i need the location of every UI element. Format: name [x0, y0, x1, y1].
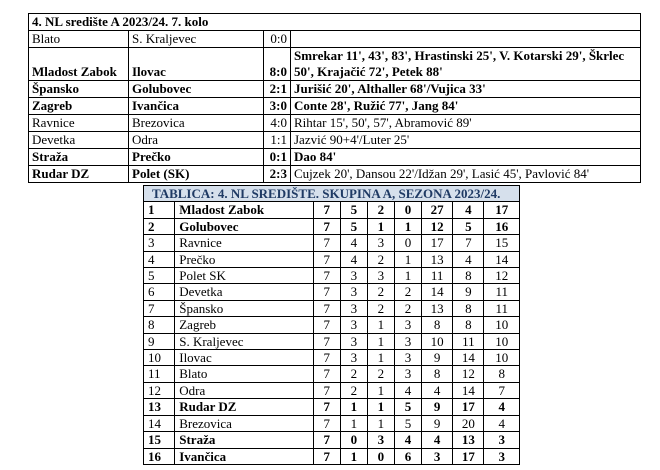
standings-row: [144, 448, 520, 464]
match-row: [29, 115, 641, 132]
standings-row: [144, 268, 520, 284]
played: 7: [313, 300, 340, 316]
wins: 1: [340, 399, 367, 415]
results-title-row: [29, 14, 641, 31]
wins: 3: [340, 300, 367, 316]
goals-against: 5: [453, 218, 484, 234]
losses: 2: [394, 284, 421, 300]
position: 2: [144, 218, 175, 234]
position: 9: [144, 333, 175, 349]
goals-against: 4: [453, 202, 484, 218]
wins: 4: [340, 251, 367, 267]
away-team: Ilovac: [129, 48, 264, 81]
goals-against: 7: [453, 235, 484, 251]
played: 7: [313, 284, 340, 300]
match-score: 3:0: [264, 98, 291, 115]
match-score: 0:0: [264, 31, 291, 48]
team-name: Straža: [175, 432, 314, 448]
wins: 1: [340, 415, 367, 431]
team-name: Brezovica: [175, 415, 314, 431]
home-team: Devetka: [29, 132, 129, 149]
standings-row: [144, 432, 520, 448]
standings-row: [144, 399, 520, 415]
away-team: Odra: [129, 132, 264, 149]
played: 7: [313, 268, 340, 284]
points: 4: [484, 415, 520, 431]
match-scorers: Jazvić 90+4'/Luter 25': [291, 132, 641, 149]
goals-against: 13: [453, 432, 484, 448]
goals-against: 20: [453, 415, 484, 431]
points: 11: [484, 300, 520, 316]
wins: 4: [340, 235, 367, 251]
position: 5: [144, 268, 175, 284]
team-name: S. Kraljevec: [175, 333, 314, 349]
position: 6: [144, 284, 175, 300]
played: 7: [313, 333, 340, 349]
goals-against: 9: [453, 284, 484, 300]
standings-row: [144, 202, 520, 218]
goals-against: 17: [453, 448, 484, 464]
points: 11: [484, 284, 520, 300]
position: 12: [144, 382, 175, 398]
away-team: Prečko: [129, 149, 264, 166]
points: 16: [484, 218, 520, 234]
points: 12: [484, 268, 520, 284]
wins: 3: [340, 350, 367, 366]
goals-against: 14: [453, 350, 484, 366]
away-team: Brezovica: [129, 115, 264, 132]
goals-for: 12: [421, 218, 452, 234]
match-scorers: Smrekar 11', 43', 83', Hrastinski 25', V. Kotarski 29', Škrlec 50', Krajačić 72', Petek 88': [291, 48, 641, 81]
draws: 3: [367, 432, 394, 448]
points: 15: [484, 235, 520, 251]
draws: 1: [367, 218, 394, 234]
results-title: 4. NL središte A 2023/24. 7. kolo: [29, 14, 641, 31]
goals-for: 13: [421, 251, 452, 267]
losses: 6: [394, 448, 421, 464]
played: 7: [313, 382, 340, 398]
position: 14: [144, 415, 175, 431]
played: 7: [313, 251, 340, 267]
home-team: Blato: [29, 31, 129, 48]
wins: 5: [340, 218, 367, 234]
match-row: [29, 132, 641, 149]
goals-against: 8: [453, 300, 484, 316]
wins: 3: [340, 284, 367, 300]
goals-for: 4: [421, 432, 452, 448]
match-scorers: Jurišić 20', Althaller 68'/Vujica 33': [291, 81, 641, 98]
match-scorers: Rihtar 15', 50', 57', Abramović 89': [291, 115, 641, 132]
played: 7: [313, 399, 340, 415]
match-score: 4:0: [264, 115, 291, 132]
played: 7: [313, 202, 340, 218]
standings-row: [144, 284, 520, 300]
draws: 2: [367, 366, 394, 382]
wins: 3: [340, 268, 367, 284]
team-name: Polet SK: [175, 268, 314, 284]
team-name: Rudar DZ: [175, 399, 314, 415]
team-name: Ilovac: [175, 350, 314, 366]
match-scorers: Dao 84': [291, 149, 641, 166]
goals-for: 13: [421, 300, 452, 316]
standings-row: [144, 235, 520, 251]
team-name: Ravnice: [175, 235, 314, 251]
goals-against: 4: [453, 251, 484, 267]
standings-row: [144, 251, 520, 267]
match-scorers: [291, 31, 641, 48]
draws: 2: [367, 202, 394, 218]
position: 13: [144, 399, 175, 415]
wins: 1: [340, 448, 367, 464]
match-score: 1:1: [264, 132, 291, 149]
losses: 1: [394, 268, 421, 284]
played: 7: [313, 366, 340, 382]
draws: 1: [367, 317, 394, 333]
losses: 3: [394, 333, 421, 349]
draws: 3: [367, 268, 394, 284]
points: 14: [484, 251, 520, 267]
goals-for: 27: [421, 202, 452, 218]
standings-title: TABLICA: 4. NL SREDIŠTE. SKUPINA A, SEZONA 2023/24.: [144, 186, 520, 202]
goals-for: 10: [421, 333, 452, 349]
match-scorers: Conte 28', Ružić 77', Jang 84': [291, 98, 641, 115]
goals-for: 9: [421, 350, 452, 366]
draws: 0: [367, 448, 394, 464]
wins: 2: [340, 382, 367, 398]
results-table: [28, 13, 641, 183]
standings-row: [144, 415, 520, 431]
wins: 3: [340, 333, 367, 349]
losses: 0: [394, 202, 421, 218]
goals-against: 17: [453, 399, 484, 415]
points: 10: [484, 317, 520, 333]
losses: 1: [394, 218, 421, 234]
played: 7: [313, 448, 340, 464]
team-name: Špansko: [175, 300, 314, 316]
losses: 1: [394, 251, 421, 267]
home-team: Ravnice: [29, 115, 129, 132]
position: 8: [144, 317, 175, 333]
losses: 4: [394, 382, 421, 398]
goals-for: 9: [421, 399, 452, 415]
team-name: Zagreb: [175, 317, 314, 333]
played: 7: [313, 350, 340, 366]
team-name: Blato: [175, 366, 314, 382]
team-name: Mladost Zabok: [175, 202, 314, 218]
draws: 1: [367, 333, 394, 349]
points: 8: [484, 366, 520, 382]
draws: 2: [367, 251, 394, 267]
draws: 3: [367, 235, 394, 251]
away-team: Golubovec: [129, 81, 264, 98]
goals-for: 17: [421, 235, 452, 251]
goals-against: 8: [453, 317, 484, 333]
losses: 2: [394, 300, 421, 316]
wins: 3: [340, 317, 367, 333]
points: 3: [484, 448, 520, 464]
match-row: [29, 48, 641, 81]
match-row: [29, 98, 641, 115]
losses: 3: [394, 366, 421, 382]
standings-row: [144, 333, 520, 349]
standings-table: [143, 185, 520, 465]
away-team: Ivančica: [129, 98, 264, 115]
goals-against: 11: [453, 333, 484, 349]
draws: 2: [367, 300, 394, 316]
standings-row: [144, 300, 520, 316]
goals-for: 3: [421, 448, 452, 464]
away-team: Polet (SK): [129, 166, 264, 183]
position: 15: [144, 432, 175, 448]
team-name: Devetka: [175, 284, 314, 300]
wins: 5: [340, 202, 367, 218]
position: 4: [144, 251, 175, 267]
goals-for: 8: [421, 366, 452, 382]
position: 7: [144, 300, 175, 316]
standings-row: [144, 366, 520, 382]
goals-against: 8: [453, 268, 484, 284]
match-score: 0:1: [264, 149, 291, 166]
losses: 3: [394, 350, 421, 366]
standings-title-row: [144, 186, 520, 202]
match-row: [29, 81, 641, 98]
draws: 1: [367, 382, 394, 398]
standings-body: [144, 186, 520, 465]
points: 4: [484, 399, 520, 415]
away-team: S. Kraljevec: [129, 31, 264, 48]
position: 11: [144, 366, 175, 382]
position: 10: [144, 350, 175, 366]
played: 7: [313, 432, 340, 448]
draws: 2: [367, 284, 394, 300]
team-name: Prečko: [175, 251, 314, 267]
standings-row: [144, 382, 520, 398]
position: 16: [144, 448, 175, 464]
points: 7: [484, 382, 520, 398]
losses: 5: [394, 399, 421, 415]
standings-row: [144, 317, 520, 333]
points: 10: [484, 350, 520, 366]
draws: 1: [367, 415, 394, 431]
home-team: Rudar DZ: [29, 166, 129, 183]
points: 17: [484, 202, 520, 218]
played: 7: [313, 317, 340, 333]
match-row: [29, 149, 641, 166]
losses: 4: [394, 432, 421, 448]
losses: 0: [394, 235, 421, 251]
standings-row: [144, 350, 520, 366]
losses: 3: [394, 317, 421, 333]
goals-against: 14: [453, 382, 484, 398]
goals-for: 8: [421, 317, 452, 333]
points: 3: [484, 432, 520, 448]
match-score: 8:0: [264, 48, 291, 81]
goals-against: 12: [453, 366, 484, 382]
position: 1: [144, 202, 175, 218]
position: 3: [144, 235, 175, 251]
match-row: [29, 166, 641, 183]
points: 10: [484, 333, 520, 349]
losses: 5: [394, 415, 421, 431]
home-team: Straža: [29, 149, 129, 166]
match-score: 2:1: [264, 81, 291, 98]
played: 7: [313, 218, 340, 234]
played: 7: [313, 235, 340, 251]
wins: 2: [340, 366, 367, 382]
match-score: 2:3: [264, 166, 291, 183]
played: 7: [313, 415, 340, 431]
standings-row: [144, 218, 520, 234]
home-team: Zagreb: [29, 98, 129, 115]
match-scorers: Cujzek 20', Dansou 22'/Idžan 29', Lasić 45', Pavlović 84': [291, 166, 641, 183]
wins: 0: [340, 432, 367, 448]
goals-for: 11: [421, 268, 452, 284]
team-name: Golubovec: [175, 218, 314, 234]
goals-for: 14: [421, 284, 452, 300]
home-team: Mladost Zabok: [29, 48, 129, 81]
match-row: [29, 31, 641, 48]
goals-for: 4: [421, 382, 452, 398]
results-body: [29, 14, 641, 183]
draws: 1: [367, 350, 394, 366]
draws: 1: [367, 399, 394, 415]
team-name: Odra: [175, 382, 314, 398]
team-name: Ivančica: [175, 448, 314, 464]
home-team: Špansko: [29, 81, 129, 98]
goals-for: 9: [421, 415, 452, 431]
